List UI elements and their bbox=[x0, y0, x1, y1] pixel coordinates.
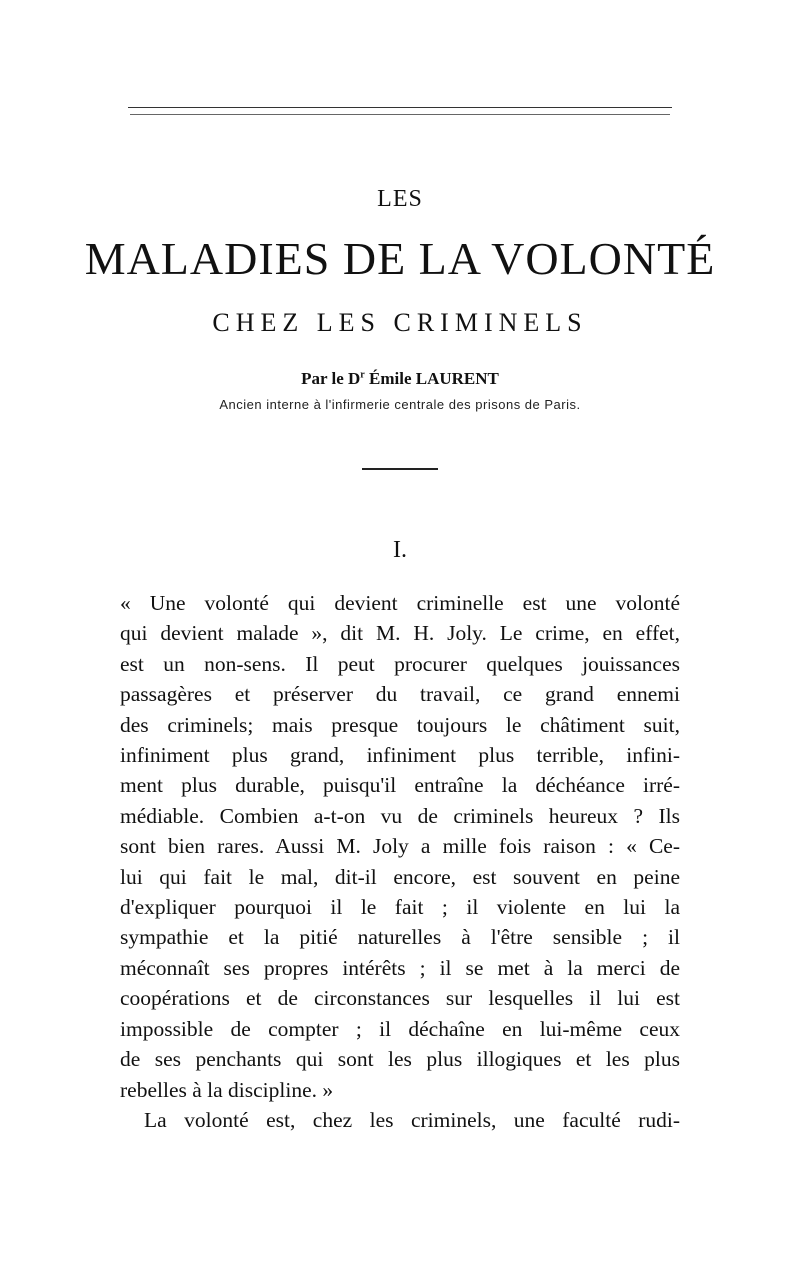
text-line: ment plus durable, puisqu'il entraîne la déchéance irré- bbox=[120, 773, 680, 798]
text-line: sont bien rares. Aussi M. Joly a mille fois raison : « Ce- bbox=[120, 834, 680, 859]
page-subtitle: CHEZ LES CRIMINELS bbox=[212, 308, 588, 337]
text-line: qui devient malade », dit M. H. Joly. Le crime, en effet, bbox=[120, 621, 680, 646]
author-affiliation: Ancien interne à l'infirmerie centrale des prisons de Paris. bbox=[219, 397, 581, 412]
text-line: lui qui fait le mal, dit-il encore, est souvent en peine bbox=[120, 864, 680, 889]
text-line: de ses penchants qui sont les plus illogiques et les plus bbox=[120, 1047, 680, 1072]
author-name: Émile LAURENT bbox=[364, 369, 499, 388]
top-rule-secondary bbox=[130, 114, 670, 115]
text-line: passagères et préserver du travail, ce grand ennemi bbox=[120, 682, 680, 707]
text-line: La volonté est, chez les criminels, une faculté rudi- bbox=[144, 1107, 680, 1132]
top-rule bbox=[128, 107, 672, 108]
text-line: sympathie et la pitié naturelles à l'être sensible ; il bbox=[120, 925, 680, 950]
body-paragraphs bbox=[120, 588, 680, 1135]
byline-prefix: Par le D bbox=[301, 369, 361, 388]
text-line: méconnaît ses propres intérêts ; il se met à la merci de bbox=[120, 955, 680, 980]
title-les: LES bbox=[377, 186, 423, 212]
text-line: rebelles à la discipline. » bbox=[120, 1077, 334, 1102]
page-title: MALADIES DE LA VOLONTÉ bbox=[84, 233, 716, 284]
text-line: est un non-sens. Il peut procurer quelques jouissances bbox=[120, 651, 680, 676]
section-number: I. bbox=[393, 537, 407, 563]
text-line: « Une volonté qui devient criminelle est une volonté bbox=[120, 591, 680, 615]
text-line: d'expliquer pourquoi il le fait ; il violente en lui la bbox=[120, 895, 680, 920]
text-line: médiable. Combien a-t-on vu de criminels heureux ? Ils bbox=[120, 803, 680, 828]
text-line: coopérations et de circonstances sur lesquelles il lui est bbox=[120, 986, 680, 1011]
text-line: impossible de compter ; il déchaîne en lui-même ceux bbox=[120, 1016, 680, 1041]
section-divider bbox=[362, 468, 438, 470]
byline bbox=[0, 369, 800, 389]
byline-sup: r bbox=[360, 369, 365, 381]
text-line: des criminels; mais presque toujours le châtiment suit, bbox=[120, 712, 680, 737]
text-line: infiniment plus grand, infiniment plus terrible, infini- bbox=[120, 743, 680, 768]
